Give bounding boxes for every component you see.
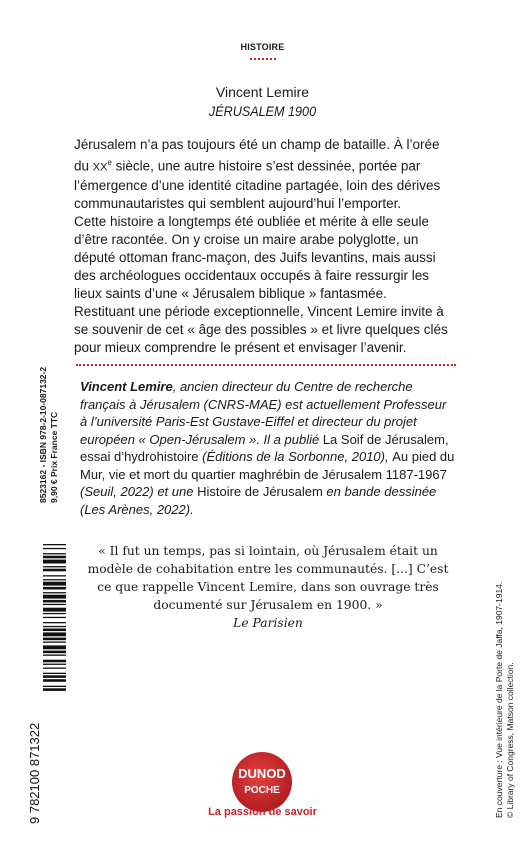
barcode-bar xyxy=(43,622,66,623)
barcode-bar xyxy=(43,560,66,564)
svg-text:DUNOD: DUNOD xyxy=(238,766,286,781)
barcode-bar xyxy=(43,579,66,580)
barcode-bar xyxy=(43,645,66,649)
section-divider xyxy=(76,364,456,366)
barcode-bar xyxy=(43,548,66,549)
barcode-bar xyxy=(43,556,66,559)
barcode-bar xyxy=(43,629,66,632)
barcode-bar xyxy=(43,632,66,636)
barcode-bar xyxy=(43,587,66,590)
back-cover-blurb xyxy=(74,136,456,357)
barcode-bar xyxy=(43,575,66,576)
barcode-bar xyxy=(43,600,66,603)
quote-text: « Il fut un temps, pas si lointain, où Jérusalem était un modèle de cohabitation entre les communautés. [...] C’est ce que rappelle Vincent Lemire, dans son ouvrage très documenté sur Jérusalem en 1900. » xyxy=(87,544,449,612)
quote-source: Le Parisien xyxy=(233,616,303,630)
barcode-bar xyxy=(43,553,66,554)
blurb-paragraph-1: Jérusalem n’a pas toujours été un champ de bataille. À l’orée du XXe siècle, une autre histoire s’est dessinée, portée par l’émergence d’une identité citadine partagée, loin des dérives communautaristes qui semblent aujourd’hui l’emporter. xyxy=(74,137,441,211)
barcode-bar xyxy=(43,613,66,614)
blurb-paragraph-2: Cette histoire a longtemps été oubliée et mérite à elle seule d’être racontée. On y croise un maire arabe polyglotte, un député ottoman franc-maçon, des Juifs levantins, mais aussi des archéologues occidentaux occupés à faire ressurgir les lieux saints d’une « Jérusalem biblique » fantasmée. xyxy=(74,213,436,301)
barcode-bar xyxy=(43,595,66,599)
barcode-bar xyxy=(43,660,66,663)
barcode-bar xyxy=(43,592,66,593)
barcode-bar xyxy=(43,675,66,678)
barcode-bar xyxy=(43,651,66,654)
book-title: JÉRUSALEM 1900 xyxy=(208,103,317,119)
blurb-paragraph-3: Restituant une période exceptionnelle, Vincent Lemire invite à se souvenir de cet « âge des possibles » et livre quelques clés pour mieux comprendre le présent et envisager l’avenir. xyxy=(74,303,448,355)
cover-credit: En couverture : Vue intérieure de la Porte de Jaffa, 1907-1914. © Library of Congress, Matson collection. xyxy=(494,581,515,818)
barcode-bar xyxy=(43,544,66,545)
barcode-bar xyxy=(43,604,66,605)
barcode-bar xyxy=(43,626,66,627)
series-divider xyxy=(250,58,276,60)
barcode-bar xyxy=(43,655,66,656)
barcode-bar xyxy=(43,569,66,572)
bio-author-name: Vincent Lemire xyxy=(80,379,173,394)
barcode-bar xyxy=(43,582,66,586)
barcode xyxy=(26,534,66,824)
barcode-bar xyxy=(43,642,66,643)
author-name: Vincent Lemire xyxy=(215,84,310,100)
barcode-bar xyxy=(43,664,66,665)
dunod-poche-logo xyxy=(212,744,312,844)
press-quote xyxy=(80,542,456,632)
barcode-bar xyxy=(43,608,66,612)
barcode-bar xyxy=(43,566,66,567)
author-bio: Vincent Lemire, ancien directeur du Centre de recherche français à Jérusalem (CNRS-MAE) est actuellement Professeur à l’université Paris-Est Gustave-Eiffel et directeur du projet européen « Open-Jérusalem ». Il a publié La Soif de Jérusalem, essai d’hydrohistoire (Éditions de la Sorbonne, 2010), Au pied du Mur, vie et mort du quartier maghrébin de Jérusalem 1187-1967 (Seuil, 2022) et une Histoire de Jérusalem en bande dessinée (Les Arènes, 2022). xyxy=(80,379,455,517)
isbn-info: 8523162 - ISBN 978-2-10-087132-2 9,90 € Prix France TTC xyxy=(38,366,59,503)
barcode-bar xyxy=(43,668,66,669)
svg-text:POCHE: POCHE xyxy=(244,785,280,796)
barcode-bar xyxy=(43,638,66,641)
barcode-bar xyxy=(43,617,66,618)
barcode-digits: 9 782100 871322 xyxy=(27,722,42,824)
barcode-bar xyxy=(43,673,66,674)
barcode-bar xyxy=(43,688,66,691)
series-label: HISTOIRE xyxy=(240,42,285,52)
tagline: La passion de savoir xyxy=(208,806,317,818)
barcode-bar xyxy=(43,679,66,682)
barcode-bar xyxy=(43,686,66,687)
